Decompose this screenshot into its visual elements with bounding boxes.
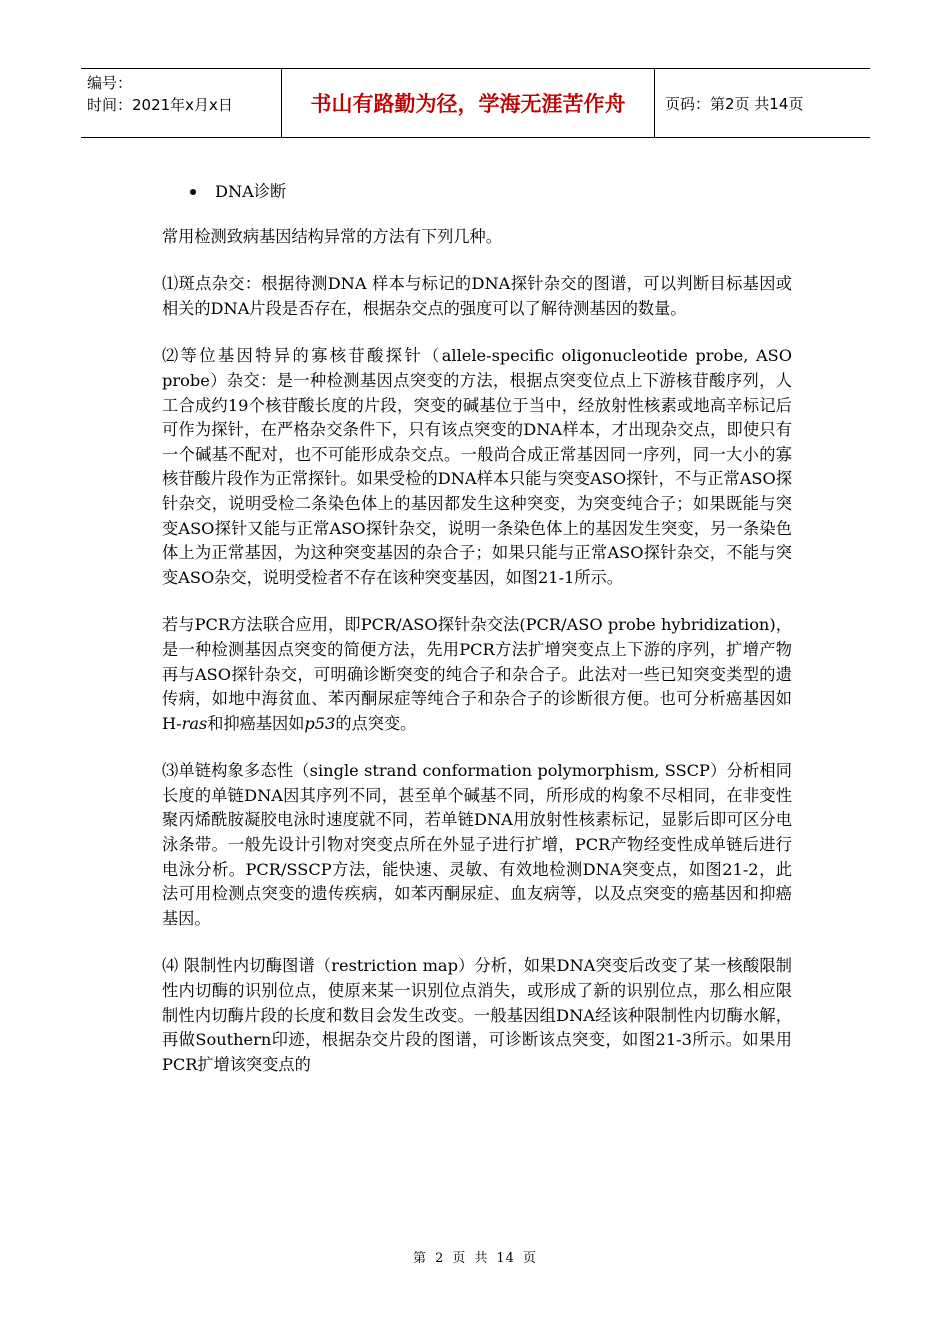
header-number-label: 编号：: [87, 74, 133, 92]
footer-di: 第: [413, 1251, 428, 1266]
header-meta: [81, 69, 281, 137]
page-footer: [0, 1247, 950, 1266]
footer-page-number: 2: [435, 1251, 445, 1266]
paragraph-intro: 常用检测致病基因结构异常的方法有下列几种。: [162, 226, 502, 246]
paragraph-dot-blot: ⑴斑点杂交：根据待测DNA 样本与标记的DNA探针杂交的图谱，可以判断目标基因或相关的DNA片段是否存在，根据杂交点的强度可以了解待测基因的数量。: [162, 274, 792, 318]
ras-gene-name: ras: [181, 713, 208, 733]
header-time-label: 时间：2021年x月x日: [87, 96, 233, 114]
paragraph-restriction-map: ⑷ 限制性内切酶图谱（restriction map）分析，如果DNA突变后改变了某一核酸限制性内切酶的识别位点，使原来某一识别位点消失，或形成了新的识别位点，那么相应限制性内切酶片段的长度和数目会发生改变。一般基因组DNA经该种限制性内切酶水解，再做Southern印迹，根据杂交片段的图谱，可诊断该点突变，如图21-3所示。如果用PCR扩增该突变点的: [162, 956, 792, 1074]
p53-gene-name: p53: [304, 713, 336, 733]
paragraph-aso-probe: ⑵等位基因特异的寡核苷酸探针（allele-specific oligonucleotide probe, ASO probe）杂交：是一种检测基因点突变的方法，根据点突变位点上下游核苷酸序列，人工合成约19个核苷酸长度的片段，突变的碱基位于当中，经放射性核素或地高辛标记后可作为探针，在严格杂交条件下，只有该点突变的DNA样本，才出现杂交点，即使只有一个碱基不配对，也不可能形成杂交点。一般尚合成正常基因同一序列，同一大小的寡核苷酸片段作为正常探针。如果受检的DNA样本只能与突变ASO探针，不与正常ASO探针杂交，说明受检二条染色体上的基因都发生这种突变，为突变纯合子；如果既能与突变ASO探针又能与正常ASO探针杂交，说明一条染色体上的基因发生突变，另一条染色体上为正常基因，为这种突变基因的杂合子；如果只能与正常ASO探针杂交，不能与突变ASO杂交，说明受检者不存在该种突变基因，如图21-1所示。: [162, 346, 792, 587]
footer-total-pages: 14: [496, 1251, 515, 1266]
page-header: [81, 68, 870, 138]
section-title: DNA诊断: [215, 182, 287, 201]
footer-ye: 页: [452, 1251, 467, 1266]
header-motto: 书山有路勤为径，学海无涯苦作舟: [281, 69, 655, 137]
section-heading: [190, 180, 792, 205]
bullet-icon: [190, 189, 196, 195]
pcr-aso-text-a: 若与PCR方法联合应用，即PCR/ASO探针杂交法(PCR/ASO probe hybridization)，是一种检测基因点突变的简便方法，先用PCR方法扩增突变点上下游的序列，扩增产物再与ASO探针杂交，可明确诊断突变的纯合子和杂合子。此法对一些已知突变类型的遗传病，如地中海贫血、苯丙酮尿症等纯合子和杂合子的诊断很方便。也可分析癌基因如H-: [162, 615, 792, 733]
footer-gong: 共: [474, 1251, 489, 1266]
footer-ye-2: 页: [522, 1251, 537, 1266]
paragraph-sscp: ⑶单链构象多态性（single strand conformation polymorphism, SSCP）分析相同长度的单链DNA因其序列不同，甚至单个碱基不同，所形成的构象不尽相同，在非变性聚丙烯酰胺凝胶电泳时速度就不同，若单链DNA用放射性核素标记，显影后即可区分电泳条带。一般先设计引物对突变点所在外显子进行扩增，PCR产物经变性成单链后进行电泳分析。PCR/SSCP方法，能快速、灵敏、有效地检测DNA突变点，如图21-2，此法可用检测点突变的遗传疾病，如苯丙酮尿症、血友病等，以及点突变的癌基因和抑癌基因。: [162, 761, 792, 928]
document-body: [162, 180, 792, 1100]
paragraph-pcr-aso: [162, 613, 792, 736]
pcr-aso-text-b: 和抑癌基因如: [207, 713, 305, 733]
header-page-info: 页码：第2页 共14页: [665, 94, 804, 113]
pcr-aso-text-c: 的点突变。: [335, 713, 417, 733]
